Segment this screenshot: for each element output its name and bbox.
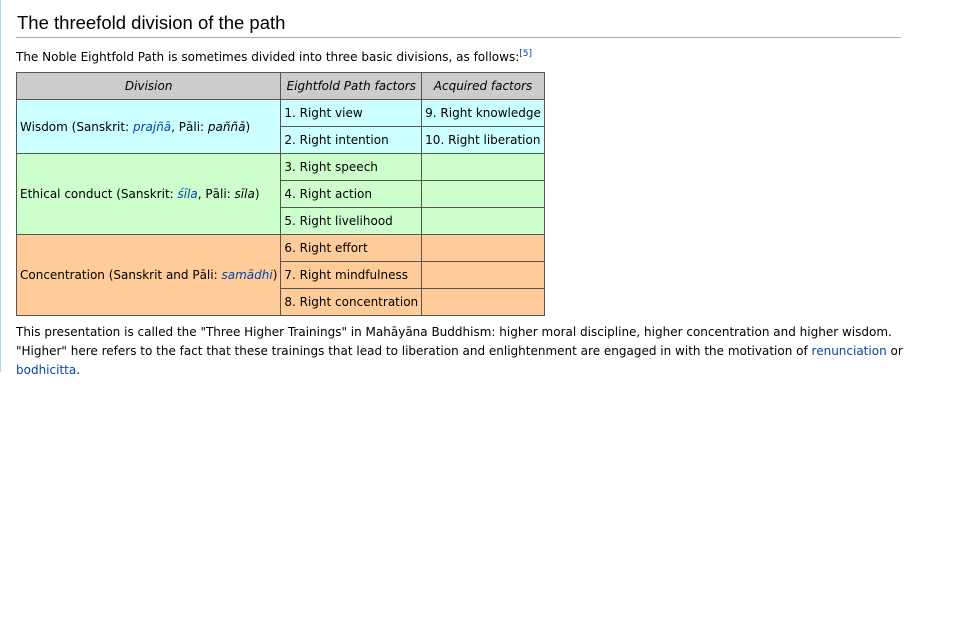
term-link-sila[interactable] (178, 187, 198, 201)
factor-cell: 6. Right effort (281, 235, 422, 262)
factor-cell: 3. Right speech (281, 154, 422, 181)
acquired-cell: 9. Right knowledge (422, 100, 545, 127)
outro-paragraph (16, 323, 906, 380)
article-section (16, 10, 906, 380)
factor-cell: 4. Right action (281, 181, 422, 208)
term-link-prajna[interactable] (133, 120, 171, 134)
division-text: ) (245, 119, 251, 134)
term-link-samadhi[interactable] (221, 268, 272, 282)
outro-text: . (76, 363, 81, 377)
term-text: prajñā (132, 119, 172, 134)
table-row (17, 235, 545, 262)
division-concentration (17, 235, 281, 316)
term-text: samādhi (221, 268, 273, 282)
division-text: , Pāli: (171, 119, 208, 134)
term-sila-pali: sīla (234, 187, 255, 201)
acquired-cell-empty (422, 235, 545, 262)
table-row (17, 154, 545, 181)
acquired-cell-empty (422, 154, 545, 181)
bodhicitta-link[interactable]: bodhicitta (16, 363, 77, 377)
acquired-cell-empty (422, 289, 545, 316)
renunciation-link[interactable]: renunciation (811, 344, 887, 358)
factor-cell: 2. Right intention (281, 127, 422, 154)
factor-cell: 1. Right view (281, 100, 422, 127)
table-row (17, 100, 545, 127)
header-division: Division (17, 73, 281, 100)
division-text: ) (254, 187, 260, 201)
section-heading: The threefold division of the path (16, 10, 901, 38)
division-wisdom (17, 100, 281, 154)
factor-cell: 7. Right mindfulness (281, 262, 422, 289)
acquired-cell: 10. Right liberation (422, 127, 545, 154)
division-text: , Pāli: (197, 187, 235, 201)
factor-cell: 5. Right livelihood (281, 208, 422, 235)
acquired-cell-empty (422, 181, 545, 208)
division-text: ) (272, 268, 278, 282)
factor-cell: 8. Right concentration (281, 289, 422, 316)
outro-text: This presentation is called the "Three Higher Trainings" in Mahāyāna Buddhism: higher moral discipline, higher concentration and higher wisdom. "Higher" here refers to the fact that these trainings that lead to liberation and enlightenment are engaged in with the motivation of (16, 325, 892, 358)
division-ethical-conduct (17, 154, 281, 235)
outro-text: or (886, 344, 903, 358)
division-text: Wisdom (Sanskrit: (20, 119, 133, 134)
term-text: śīla (177, 187, 198, 201)
header-acquired-factors: Acquired factors (422, 73, 545, 100)
division-text: Concentration (Sanskrit and Pāli: (20, 268, 222, 282)
acquired-cell-empty (422, 208, 545, 235)
left-border-rule (0, 0, 1, 372)
table-header-row (17, 73, 545, 100)
intro-text: The Noble Eightfold Path is sometimes divided into three basic divisions, as follows: (16, 50, 520, 64)
header-eightfold-factors: Eightfold Path factors (281, 73, 422, 100)
term-panna: paññā (207, 119, 246, 134)
citation-link[interactable]: [5] (519, 49, 532, 59)
acquired-cell-empty (422, 262, 545, 289)
division-text: Ethical conduct (Sanskrit: (20, 187, 178, 201)
intro-paragraph (16, 48, 906, 66)
threefold-division-table (16, 72, 545, 316)
